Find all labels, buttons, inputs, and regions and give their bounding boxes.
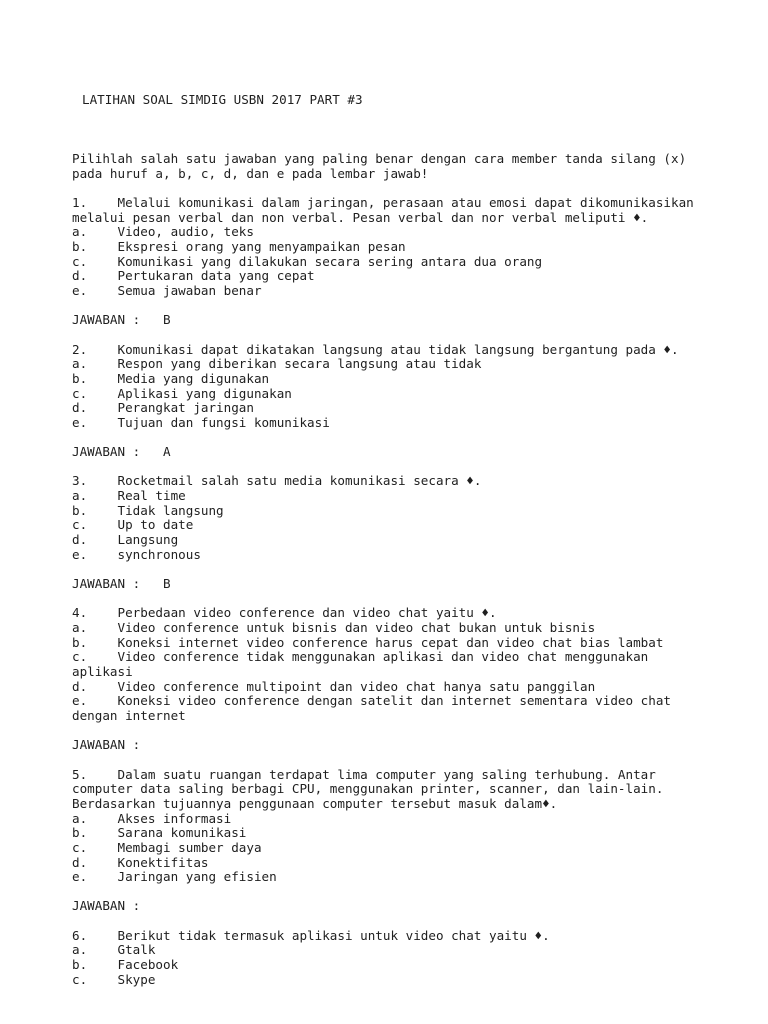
option-line: dengan internet xyxy=(72,707,186,723)
option-line: d. Pertukaran data yang cepat xyxy=(72,268,315,284)
option-line: a. Gtalk xyxy=(72,942,156,958)
blank-line xyxy=(72,328,732,343)
question-line: 4. Perbedaan video conference dan video chat yaitu ♦. xyxy=(72,605,497,621)
option-line: e. Koneksi video conference dengan satelit dan internet sementara video chat xyxy=(72,693,671,709)
answer-line: JAWABAN : B xyxy=(72,576,171,592)
document-body xyxy=(72,64,732,1017)
blank-line xyxy=(72,299,732,314)
blank-line xyxy=(72,562,732,577)
option-line: aplikasi xyxy=(72,663,133,679)
answer-line: JAWABAN : xyxy=(72,898,141,914)
question-line: 2. Komunikasi dapat dikatakan langsung atau tidak langsung bergantung pada ♦. xyxy=(72,341,679,357)
question-line: melalui pesan verbal dan non verbal. Pesan verbal dan nor verbal meliputi ♦. xyxy=(72,209,649,225)
option-line: a. Akses informasi xyxy=(72,810,232,826)
question-line: 3. Rocketmail salah satu media komunikasi secara ♦. xyxy=(72,473,482,489)
question-line: 5. Dalam suatu ruangan terdapat lima computer yang saling terhubung. Antar xyxy=(72,766,656,782)
option-line: c. Skype xyxy=(72,971,156,987)
question-line: 6. Berikut tidak termasuk aplikasi untuk video chat yaitu ♦. xyxy=(72,927,550,943)
question-line: 1. Melalui komunikasi dalam jaringan, perasaan atau emosi dapat dikomunikasikan xyxy=(72,194,694,210)
option-line: b. Facebook xyxy=(72,957,179,973)
document-lines xyxy=(72,137,732,987)
page-title: LATIHAN SOAL SIMDIG USBN 2017 PART #3 xyxy=(82,92,363,108)
option-line: c. Aplikasi yang digunakan xyxy=(72,385,292,401)
option-line: c. Komunikasi yang dilakukan secara sering antara dua orang xyxy=(72,253,543,269)
question-line: computer data saling berbagi CPU, menggunakan printer, scanner, dan lain-lain. xyxy=(72,781,664,797)
blank-line xyxy=(72,885,732,900)
blank-line xyxy=(72,430,732,445)
option-line: d. Video conference multipoint dan video chat hanya satu panggilan xyxy=(72,678,596,694)
instruction-line: pada huruf a, b, c, d, dan e pada lembar jawab! xyxy=(72,165,429,181)
answer-line: JAWABAN : xyxy=(72,737,141,753)
instruction-line: Pilihlah salah satu jawaban yang paling benar dengan cara member tanda silang (x) xyxy=(72,151,687,166)
blank-line xyxy=(72,460,732,475)
answer-line: JAWABAN : B xyxy=(72,312,171,328)
option-line: a. Real time xyxy=(72,488,186,504)
blank-line xyxy=(72,137,732,152)
option-line: b. Tidak langsung xyxy=(72,502,224,518)
blank-line xyxy=(72,914,732,929)
option-line: e. Tujuan dan fungsi komunikasi xyxy=(72,414,330,430)
blank-line xyxy=(72,753,732,768)
option-line: e. synchronous xyxy=(72,546,201,562)
option-line: a. Video, audio, teks xyxy=(72,224,254,240)
answer-line: JAWABAN : A xyxy=(72,444,171,460)
blank-line xyxy=(72,592,732,607)
blank-line xyxy=(72,724,732,739)
option-line: d. Konektifitas xyxy=(72,854,209,870)
option-line: b. Media yang digunakan xyxy=(72,370,270,386)
option-line: e. Jaringan yang efisien xyxy=(72,869,277,885)
option-line: c. Video conference tidak menggunakan aplikasi dan video chat menggunakan xyxy=(72,649,649,665)
option-line: b. Ekspresi orang yang menyampaikan pesan xyxy=(72,238,406,254)
option-line: b. Sarana komunikasi xyxy=(72,825,247,841)
option-line: e. Semua jawaban benar xyxy=(72,282,262,298)
option-line: b. Koneksi internet video conference harus cepat dan video chat bias lambat xyxy=(72,634,664,650)
option-line: d. Langsung xyxy=(72,532,179,548)
option-line: c. Up to date xyxy=(72,517,194,533)
option-line: a. Video conference untuk bisnis dan video chat bukan untuk bisnis xyxy=(72,620,596,635)
option-line: d. Perangkat jaringan xyxy=(72,400,254,416)
option-line: a. Respon yang diberikan secara langsung atau tidak xyxy=(72,356,482,372)
option-line: c. Membagi sumber daya xyxy=(72,839,262,855)
question-line: Berdasarkan tujuannya penggunaan computer tersebut masuk dalam♦. xyxy=(72,795,558,811)
blank-line xyxy=(72,181,732,196)
